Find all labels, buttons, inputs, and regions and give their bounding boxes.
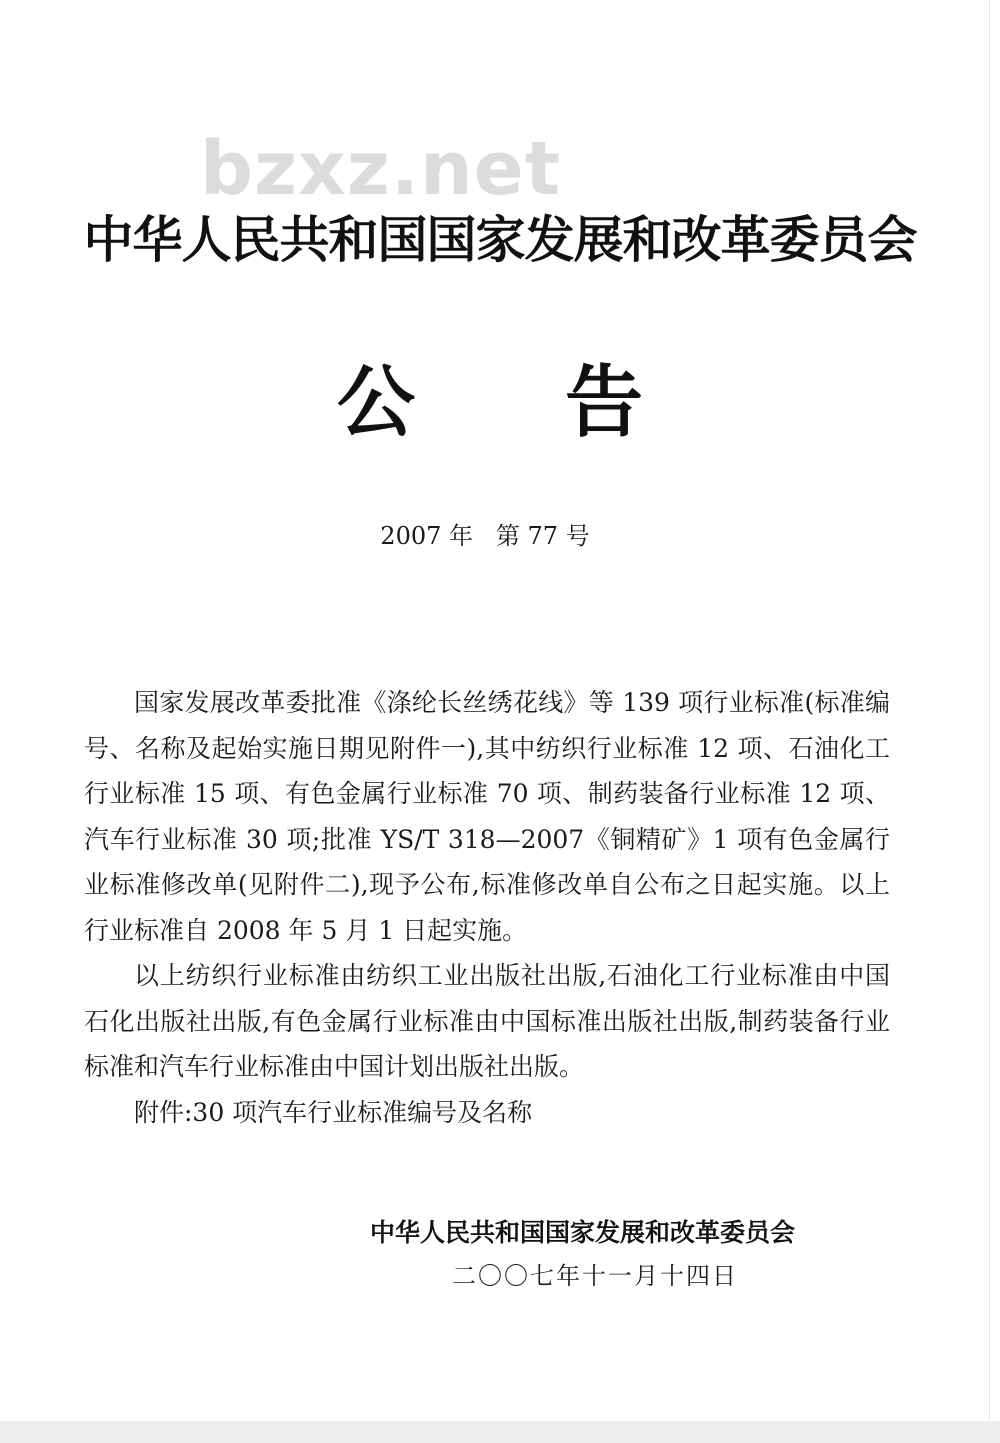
issue-year: 2007 年 bbox=[380, 522, 474, 550]
document-title: 公告 bbox=[336, 357, 793, 448]
issue-number bbox=[0, 522, 970, 551]
signature-date: 二〇〇七年十一月十四日 bbox=[452, 1262, 738, 1290]
attachment-line: 附件:30 项汽车行业标准编号及名称 bbox=[134, 1097, 533, 1127]
announcement-body bbox=[84, 680, 890, 1135]
issue-serial: 第 77 号 bbox=[495, 522, 590, 550]
watermark: bzxz.net bbox=[200, 126, 562, 212]
body-paragraph-2: 以上纺织行业标准由纺织工业出版社出版,石油化工行业标准由中国石化出版社出版,有色金属行业标准由中国标准出版社出版,制药装备行业标准和汽车行业标准由中国计划出版社出版。 bbox=[84, 961, 890, 1081]
issuing-organization-title: 中华人民共和国国家发展和改革委员会 bbox=[83, 211, 917, 269]
body-paragraph-1: 国家发展改革委批准《涤纶长丝绣花线》等 139 项行业标准(标准编号、名称及起始实施日期见附件一),其中纺织行业标准 12 项、石油化工行业标准 15 项、有色金属行业标准 70 项、制药装备行业标准 12 项、汽车行业标准 30 项;批准 YS/T 318—2007《铜精矿》1 项有色金属行业标准修改单(见附件二),现予公布,标准修改单自公布之日起实施。以上行业标准自 2008 年 5 月 1 日起实施。 bbox=[84, 688, 890, 945]
page-bottom-band bbox=[0, 1421, 1000, 1443]
signature-organization: 中华人民共和国国家发展和改革委员会 bbox=[370, 1218, 796, 1247]
